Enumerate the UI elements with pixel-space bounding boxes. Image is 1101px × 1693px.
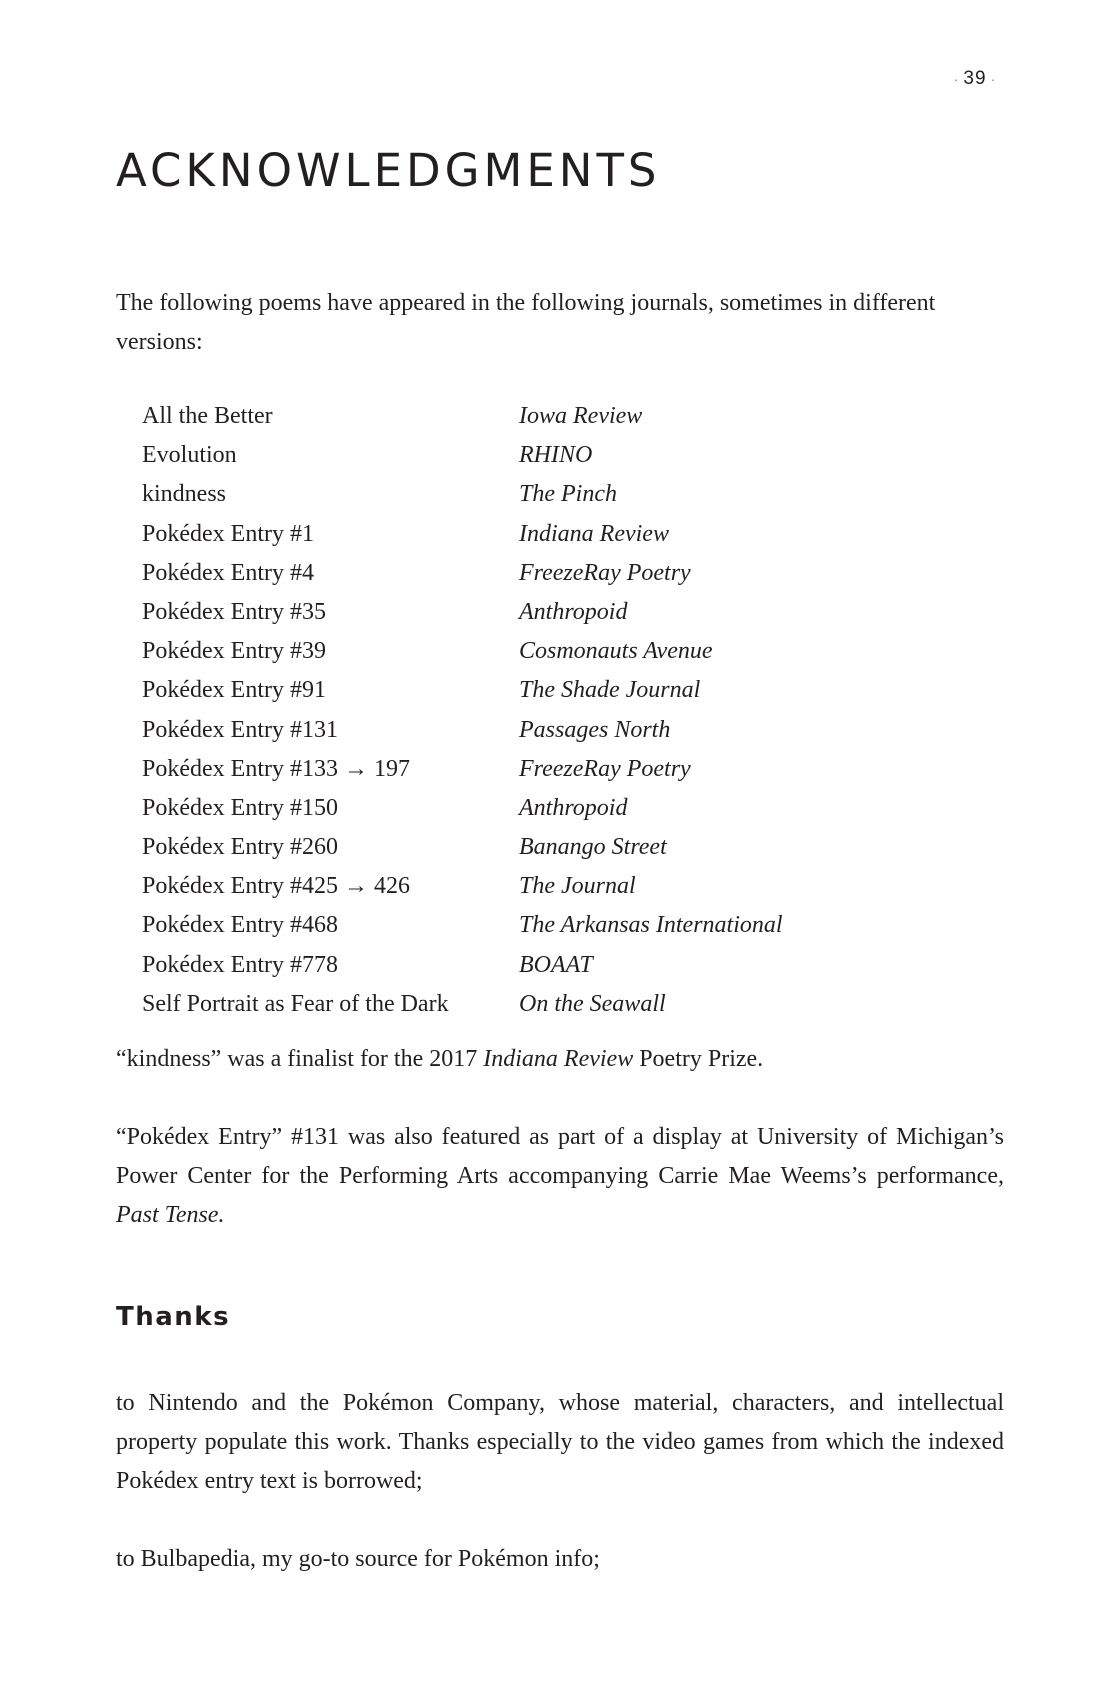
journal-name: Cosmonauts Avenue <box>519 638 713 665</box>
acknowledgment-row <box>142 636 902 675</box>
page-number: · 39 · <box>940 68 1010 90</box>
acknowledgments-list <box>142 401 902 1028</box>
acknowledgment-row <box>142 675 902 714</box>
acknowledgment-row <box>142 910 902 949</box>
journal-name: Iowa Review <box>519 403 643 429</box>
journal-name: Banango Street <box>519 834 667 861</box>
journal-name: BOAAT <box>519 951 593 978</box>
page-title: ACKNOWLEDGMENTS <box>116 144 661 197</box>
poem-title: kindness <box>142 481 226 508</box>
prize-note-text: “kindness” was a finalist for the 2017 <box>116 1046 484 1072</box>
acknowledgment-row <box>142 440 902 479</box>
journal-name: Indiana Review <box>519 520 669 547</box>
poem-title: Pokédex Entry #260 <box>142 834 338 861</box>
prize-note-end: Poetry Prize. <box>633 1046 764 1072</box>
poem-title: Pokédex Entry #133 → 197 <box>142 755 410 782</box>
thanks-heading: Thanks <box>116 1302 231 1332</box>
thanks-paragraph-nintendo: to Nintendo and the Pokémon Company, whose material, characters, and intellectual property populate this work. Thanks especially to the video games from which the indexed Pokédex entry text is borrowed; <box>116 1390 1004 1494</box>
intro-paragraph: The following poems have appeared in the following journals, sometimes in different versions: <box>116 290 936 355</box>
acknowledgment-row <box>142 871 902 910</box>
display-note-text: “Pokédex Entry” #131 was also featured as part of a display at University of Michigan’s Power Center for the Performing Arts accompanying Carrie Mae Weems’s performance, <box>116 1124 1004 1189</box>
poem-title: Pokédex Entry #131 <box>142 716 338 743</box>
poem-title: Pokédex Entry #39 <box>142 638 326 665</box>
journal-name: The Shade Journal <box>519 677 701 704</box>
journal-name: The Pinch <box>519 481 617 508</box>
poem-title: All the Better <box>142 403 273 429</box>
acknowledgment-row <box>142 715 902 754</box>
acknowledgment-row <box>142 754 902 793</box>
acknowledgment-row <box>142 793 902 832</box>
poem-title: Pokédex Entry #35 <box>142 598 326 625</box>
acknowledgment-row <box>142 832 902 871</box>
journal-name: FreezeRay Poetry <box>519 559 691 586</box>
poem-title: Pokédex Entry #91 <box>142 677 326 704</box>
poem-title: Pokédex Entry #150 <box>142 794 338 821</box>
poem-title: Pokédex Entry #778 <box>142 951 338 978</box>
poem-title: Pokédex Entry #4 <box>142 559 314 586</box>
acknowledgment-row <box>142 479 902 518</box>
journal-name: Anthropoid <box>519 794 628 821</box>
journal-name: The Arkansas International <box>519 912 783 939</box>
acknowledgment-row <box>142 558 902 597</box>
acknowledgment-row <box>142 950 902 989</box>
acknowledgment-row <box>142 597 902 636</box>
journal-name: Passages North <box>519 716 671 743</box>
journal-name: RHINO <box>519 442 593 469</box>
thanks-paragraph-bulbapedia: to Bulbapedia, my go-to source for Pokémon info; <box>116 1546 600 1572</box>
acknowledgment-row <box>142 989 902 1028</box>
prize-note-journal: Indiana Review <box>483 1046 634 1072</box>
poem-title: Pokédex Entry #468 <box>142 912 338 939</box>
poem-title: Pokédex Entry #425 → 426 <box>142 873 410 900</box>
journal-name: FreezeRay Poetry <box>519 755 691 782</box>
journal-name: The Journal <box>519 873 636 900</box>
prize-note <box>116 1040 1004 1079</box>
journal-name: Anthropoid <box>519 598 628 625</box>
acknowledgment-row <box>142 519 902 558</box>
display-note <box>116 1118 1004 1235</box>
journal-name: On the Seawall <box>519 990 666 1017</box>
display-note-title: Past Tense. <box>116 1202 225 1228</box>
poem-title: Pokédex Entry #1 <box>142 520 314 547</box>
acknowledgments-list-body <box>142 401 902 1028</box>
poem-title: Evolution <box>142 442 237 469</box>
acknowledgment-row <box>142 401 902 440</box>
poem-title: Self Portrait as Fear of the Dark <box>142 990 449 1017</box>
